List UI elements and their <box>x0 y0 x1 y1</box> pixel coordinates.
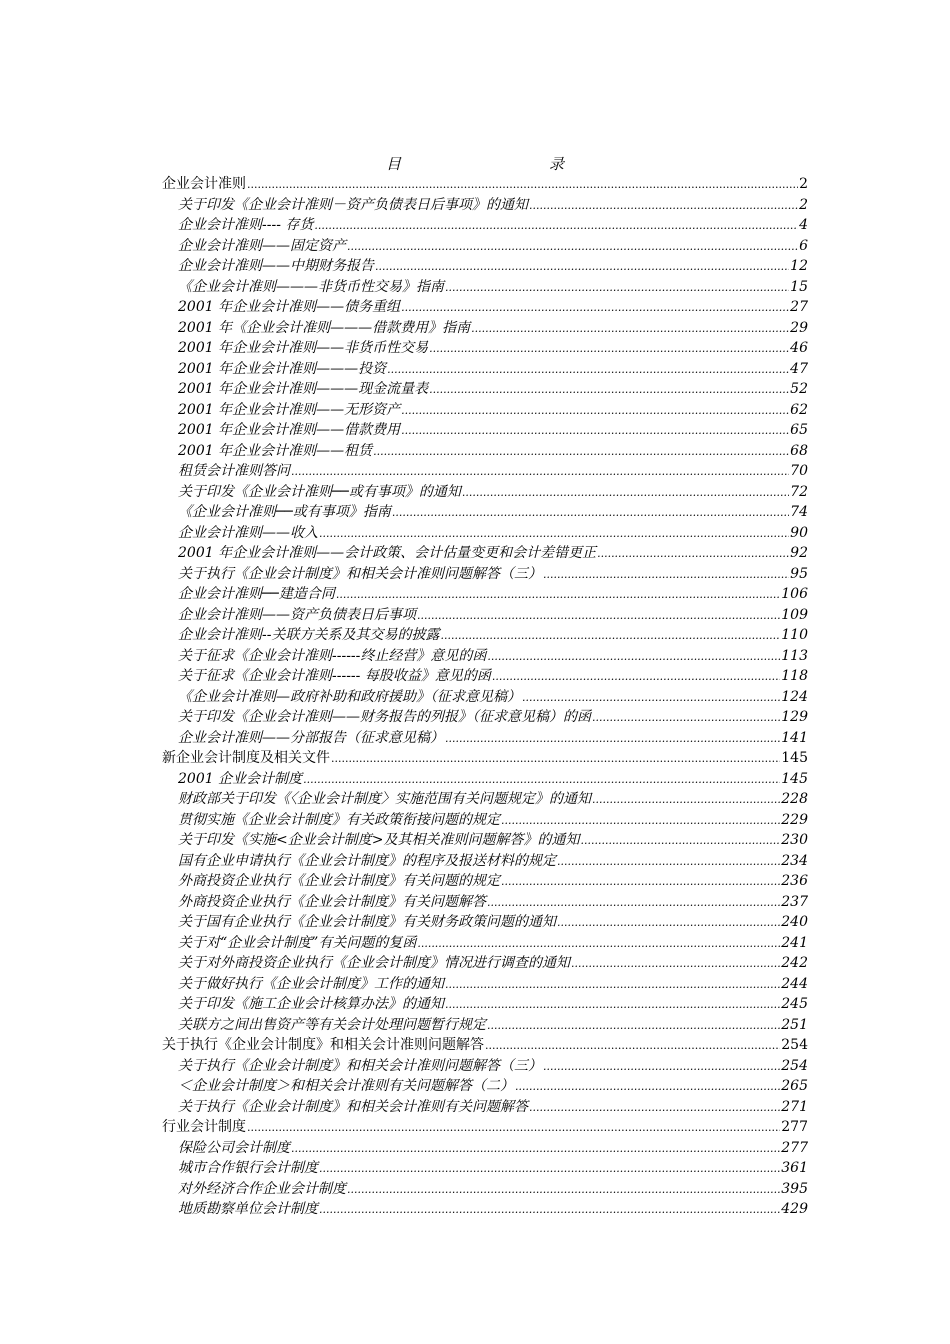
toc-entry[interactable] <box>162 400 808 421</box>
toc-entry-page: 271 <box>781 1098 808 1115</box>
toc-entry[interactable] <box>162 1117 808 1138</box>
toc-leader-dots <box>303 770 780 790</box>
toc-leader-dots <box>522 688 780 708</box>
toc-leader-dots <box>392 503 789 523</box>
toc-entry-page: 240 <box>781 914 808 930</box>
toc-leader-dots <box>471 319 789 339</box>
toc-leader-dots <box>557 852 780 872</box>
toc-entry[interactable] <box>162 728 808 749</box>
toc-leader-dots <box>571 954 780 974</box>
toc-entry[interactable] <box>162 953 808 974</box>
toc-entry-page: 429 <box>781 1201 808 1217</box>
toc-entry[interactable] <box>162 338 808 359</box>
toc-entry-text: 关于印发《企业会计准则──或有事项》的通知 <box>178 483 461 500</box>
toc-entry-text: 关于执行《企业会计制度》和相关会计准则有关问题解答 <box>178 1098 528 1115</box>
toc-entry-page: 47 <box>790 360 808 377</box>
toc-entry[interactable] <box>162 461 808 482</box>
toc-leader-dots <box>543 1057 780 1077</box>
toc-title <box>0 154 950 174</box>
toc-entry-text: 企业会计准则--关联方关系及其交易的披露 <box>178 627 440 643</box>
toc-entry[interactable] <box>162 1035 808 1056</box>
toc-leader-dots <box>529 196 798 216</box>
toc-entry-text: 《企业会计准则———非货币性交易》指南 <box>178 278 444 295</box>
toc-leader-dots <box>462 483 789 503</box>
toc-entry[interactable] <box>162 1158 808 1179</box>
toc-entry-text: 关于做好执行《企业会计制度》工作的通知 <box>178 975 444 992</box>
toc-entry[interactable] <box>162 707 808 728</box>
toc-entry-text: 2001 年企业会计准则——非货币性交易 <box>178 340 429 356</box>
toc-entry-page: 95 <box>790 565 808 582</box>
toc-entry-page: 230 <box>781 832 808 848</box>
toc-entry[interactable] <box>162 646 808 667</box>
toc-entry[interactable] <box>162 1056 808 1077</box>
toc-leader-dots <box>529 1098 780 1118</box>
toc-entry-text: 保险公司会计制度 <box>178 1139 290 1156</box>
toc-entry-page: 118 <box>781 668 808 684</box>
toc-entry-page: 234 <box>781 852 808 869</box>
toc-entry[interactable] <box>162 502 808 523</box>
toc-entry[interactable] <box>162 974 808 995</box>
toc-entry[interactable] <box>162 318 808 339</box>
toc-entry-page: 145 <box>781 770 808 787</box>
toc-leader-dots <box>501 811 780 831</box>
toc-entry-text: 关于执行《企业会计制度》和相关会计准则问题解答（三） <box>178 1057 542 1074</box>
toc-entry-page: 113 <box>781 647 808 664</box>
toc-leader-dots <box>501 872 780 892</box>
toc-entry-text: 地质勘察单位会计制度 <box>178 1201 318 1217</box>
toc-leader-dots <box>557 913 780 933</box>
toc-leader-dots <box>445 278 789 298</box>
toc-entry[interactable] <box>162 564 808 585</box>
toc-entry[interactable] <box>162 625 808 646</box>
toc-leader-dots <box>515 1077 780 1097</box>
toc-leader-dots <box>543 565 789 585</box>
toc-leader-dots <box>445 995 780 1015</box>
toc-entry-page: 141 <box>781 729 808 746</box>
toc-leader-dots <box>597 544 789 564</box>
toc-entry[interactable] <box>162 420 808 441</box>
toc-entry[interactable] <box>162 215 808 236</box>
toc-entry-text: 2001 年企业会计准则———现金流量表 <box>178 381 429 397</box>
toc-entry-page: 254 <box>781 1037 808 1053</box>
toc-entry-page: 27 <box>790 299 808 315</box>
toc-entry[interactable] <box>162 810 808 831</box>
toc-entry-text: 行业会计制度 <box>162 1119 246 1135</box>
toc-entry-text: 关于印发《企业会计准则——财务报告的列报》（征求意见稿）的函 <box>178 709 591 725</box>
toc-entry-page: 237 <box>781 893 808 910</box>
toc-leader-dots <box>347 1180 780 1200</box>
toc-entry-page: 241 <box>781 934 808 951</box>
toc-leader-dots <box>319 524 789 544</box>
toc-leader-dots <box>336 585 780 605</box>
toc-entry-text: 关于对外商投资企业执行《企业会计制度》情况进行调查的通知 <box>178 955 570 971</box>
toc-leader-dots <box>291 1139 780 1159</box>
toc-entry[interactable] <box>162 297 808 318</box>
toc-leader-dots <box>401 421 789 441</box>
toc-entry-page: 106 <box>781 586 808 602</box>
toc-leader-dots <box>440 626 780 646</box>
toc-entry[interactable] <box>162 769 808 790</box>
toc-entry-text: 关于印发《实施<企业会计制度>及其相关准则问题解答》的通知 <box>178 832 580 848</box>
toc-entry-text: 对外经济合作企业会计制度 <box>178 1180 346 1197</box>
toc-entry-text: 城市合作银行会计制度 <box>178 1160 318 1176</box>
toc-entry[interactable] <box>162 912 808 933</box>
toc-leader-dots <box>429 339 789 359</box>
toc-entry-page: 2 <box>799 196 808 213</box>
toc-title-left: 目 <box>385 155 401 173</box>
toc-entry-text: 租赁会计准则答问 <box>178 463 290 479</box>
toc-entry-page: 46 <box>790 340 808 356</box>
toc-entry-page: 395 <box>781 1180 808 1197</box>
toc-entry-text: 企业会计准则——分部报告（征求意见稿） <box>178 729 444 746</box>
toc-entry-page: 229 <box>781 811 808 828</box>
toc-entry-text: 关于国有企业执行《企业会计制度》有关财务政策问题的通知 <box>178 914 556 930</box>
toc-entry-page: 62 <box>790 401 808 418</box>
toc-entry-page: 245 <box>781 996 808 1012</box>
toc-entry-text: 贯彻实施《企业会计制度》有关政策衔接问题的规定 <box>178 811 500 828</box>
toc-entry[interactable] <box>162 359 808 380</box>
toc-entry-page: 228 <box>781 791 808 807</box>
toc-leader-dots <box>373 442 789 462</box>
toc-entry-text: 企业会计准则──建造合同 <box>178 586 335 602</box>
toc-entry-page: 361 <box>781 1160 808 1176</box>
toc-entry-page: 4 <box>799 217 808 233</box>
toc-leader-dots <box>592 790 780 810</box>
toc-entry[interactable] <box>162 687 808 708</box>
toc-entry[interactable] <box>162 482 808 503</box>
toc-leader-dots <box>387 360 789 380</box>
toc-entry-text: 企业会计准则 <box>162 176 246 192</box>
toc-leader-dots <box>487 647 780 667</box>
toc-leader-dots <box>247 175 798 195</box>
toc-entry[interactable] <box>162 256 808 277</box>
toc-entry-text: 关于征求《企业会计准则------终止经营》意见的函 <box>178 647 487 664</box>
toc-entry[interactable] <box>162 851 808 872</box>
toc-entry-page: 68 <box>790 442 808 459</box>
toc-leader-dots <box>401 401 789 421</box>
toc-entry[interactable] <box>162 277 808 298</box>
toc-entry-text: 关于印发《企业会计准则－资产负债表日后事项》的通知 <box>178 196 528 213</box>
toc-leader-dots <box>429 380 789 400</box>
toc-entry-text: 关于执行《企业会计制度》和相关会计准则问题解答 <box>162 1037 484 1053</box>
toc-entry-page: 6 <box>799 237 808 254</box>
toc-entry[interactable] <box>162 543 808 564</box>
toc-entry-page: 70 <box>790 463 808 479</box>
toc-entry-text: 企业会计准则——固定资产 <box>178 237 346 254</box>
toc-entry-text: 关于征求《企业会计准则------ 每股收益》意见的函 <box>178 668 491 684</box>
toc-leader-dots <box>319 1200 780 1220</box>
toc-entry-text: 财政部关于印发《〈企业会计制度〉实施范围有关问题规定》的通知 <box>178 791 591 807</box>
toc-entry-page: 90 <box>790 524 808 541</box>
toc-leader-dots <box>314 216 798 236</box>
toc-entry-text: 新企业会计制度及相关文件 <box>162 750 330 766</box>
toc-entry-page: 277 <box>781 1139 808 1156</box>
toc-entry[interactable] <box>162 174 808 195</box>
toc-entry[interactable] <box>162 379 808 400</box>
toc-entry-page: 277 <box>781 1119 808 1135</box>
toc-entry-page: 52 <box>790 381 808 397</box>
toc-entry-text: 2001 年企业会计准则——借款费用 <box>178 422 401 438</box>
toc-entry-text: 企业会计准则---- 存货 <box>178 217 314 233</box>
toc-leader-dots <box>331 749 780 769</box>
toc-entry[interactable] <box>162 748 808 769</box>
toc-leader-dots <box>291 462 789 482</box>
toc-entry-text: 2001 年企业会计准则——无形资产 <box>178 401 401 418</box>
toc-entry-page: 74 <box>790 504 808 520</box>
toc-entry[interactable] <box>162 523 808 544</box>
toc-entry[interactable] <box>162 1199 808 1220</box>
toc-leader-dots <box>347 237 798 257</box>
toc-entry-text: ＜企业会计制度＞和相关会计准则有关问题解答（二） <box>178 1078 514 1094</box>
toc-entry-text: 企业会计准则——收入 <box>178 524 318 541</box>
toc-leader-dots <box>247 1118 780 1138</box>
toc-leader-dots <box>445 729 780 749</box>
toc-title-right: 录 <box>549 155 565 173</box>
toc-entry-page: 29 <box>790 319 808 336</box>
toc-leader-dots <box>375 257 789 277</box>
toc-entry[interactable] <box>162 441 808 462</box>
toc-entry-text: 关于对“企业会计制度”有关问题的复函 <box>178 934 417 951</box>
table-of-contents <box>162 174 808 1220</box>
toc-entry[interactable] <box>162 789 808 810</box>
toc-entry[interactable] <box>162 1015 808 1036</box>
toc-entry-text: 2001 年《企业会计准则———借款费用》指南 <box>178 319 471 336</box>
toc-entry-text: 国有企业申请执行《企业会计制度》的程序及报送材料的规定 <box>178 852 556 869</box>
toc-entry-text: 《企业会计准则—政府补助和政府援助》（征求意见稿） <box>178 688 521 705</box>
toc-entry-text: 外商投资企业执行《企业会计制度》有关问题的规定 <box>178 873 500 889</box>
toc-entry-text: 2001 年企业会计准则——租赁 <box>178 442 373 459</box>
toc-entry[interactable] <box>162 933 808 954</box>
toc-entry-text: 关于印发《施工企业会计核算办法》的通知 <box>178 996 444 1012</box>
toc-entry[interactable] <box>162 830 808 851</box>
toc-entry[interactable] <box>162 1076 808 1097</box>
toc-entry[interactable] <box>162 1179 808 1200</box>
toc-entry-page: 65 <box>790 422 808 438</box>
toc-entry-text: 外商投资企业执行《企业会计制度》有关问题解答 <box>178 893 486 910</box>
toc-entry[interactable] <box>162 994 808 1015</box>
toc-entry-page: 12 <box>790 258 808 274</box>
toc-entry[interactable] <box>162 871 808 892</box>
toc-entry-page: 244 <box>781 975 808 992</box>
toc-entry[interactable] <box>162 892 808 913</box>
toc-entry-text: 关联方之间出售资产等有关会计处理问题暂行规定 <box>178 1016 486 1033</box>
toc-entry-page: 242 <box>781 955 808 971</box>
toc-entry[interactable] <box>162 1097 808 1118</box>
toc-entry-page: 109 <box>781 606 808 623</box>
toc-entry-page: 254 <box>781 1057 808 1074</box>
toc-entry-page: 129 <box>781 709 808 725</box>
toc-leader-dots <box>319 1159 780 1179</box>
toc-entry-page: 92 <box>790 545 808 561</box>
toc-entry-text: 企业会计准则——中期财务报告 <box>178 258 374 274</box>
toc-leader-dots <box>580 831 780 851</box>
toc-leader-dots <box>485 1036 780 1056</box>
toc-entry-text: 企业会计准则——资产负债表日后事项 <box>178 606 416 623</box>
toc-leader-dots <box>487 1016 780 1036</box>
toc-entry-text: 关于执行《企业会计制度》和相关会计准则问题解答（三） <box>178 565 542 582</box>
toc-leader-dots <box>445 975 780 995</box>
toc-entry[interactable] <box>162 605 808 626</box>
toc-entry-page: 15 <box>790 278 808 295</box>
toc-entry[interactable] <box>162 195 808 216</box>
toc-entry[interactable] <box>162 584 808 605</box>
toc-entry-text: 2001 年企业会计准则——会计政策、会计估量变更和会计差错更正 <box>178 545 597 561</box>
toc-entry-text: 2001 年企业会计准则——债务重组 <box>178 299 401 315</box>
toc-leader-dots <box>417 606 780 626</box>
toc-entry[interactable] <box>162 666 808 687</box>
toc-leader-dots <box>401 298 789 318</box>
toc-entry-page: 72 <box>790 483 808 500</box>
toc-entry-page: 124 <box>781 688 808 705</box>
toc-entry-page: 110 <box>781 627 808 643</box>
toc-leader-dots <box>492 667 780 687</box>
toc-leader-dots <box>417 934 780 954</box>
toc-leader-dots <box>592 708 780 728</box>
toc-entry-page: 251 <box>781 1016 808 1033</box>
toc-entry[interactable] <box>162 236 808 257</box>
toc-entry-page: 265 <box>781 1078 808 1094</box>
toc-entry-text: 2001 企业会计制度 <box>178 770 303 787</box>
toc-entry-page: 145 <box>781 750 808 766</box>
toc-entry-text: 2001 年企业会计准则———投资 <box>178 360 387 377</box>
toc-leader-dots <box>487 893 780 913</box>
toc-entry-text: 《企业会计准则──或有事项》指南 <box>178 504 391 520</box>
toc-entry-page: 2 <box>799 176 808 192</box>
toc-entry[interactable] <box>162 1138 808 1159</box>
toc-entry-page: 236 <box>781 873 808 889</box>
